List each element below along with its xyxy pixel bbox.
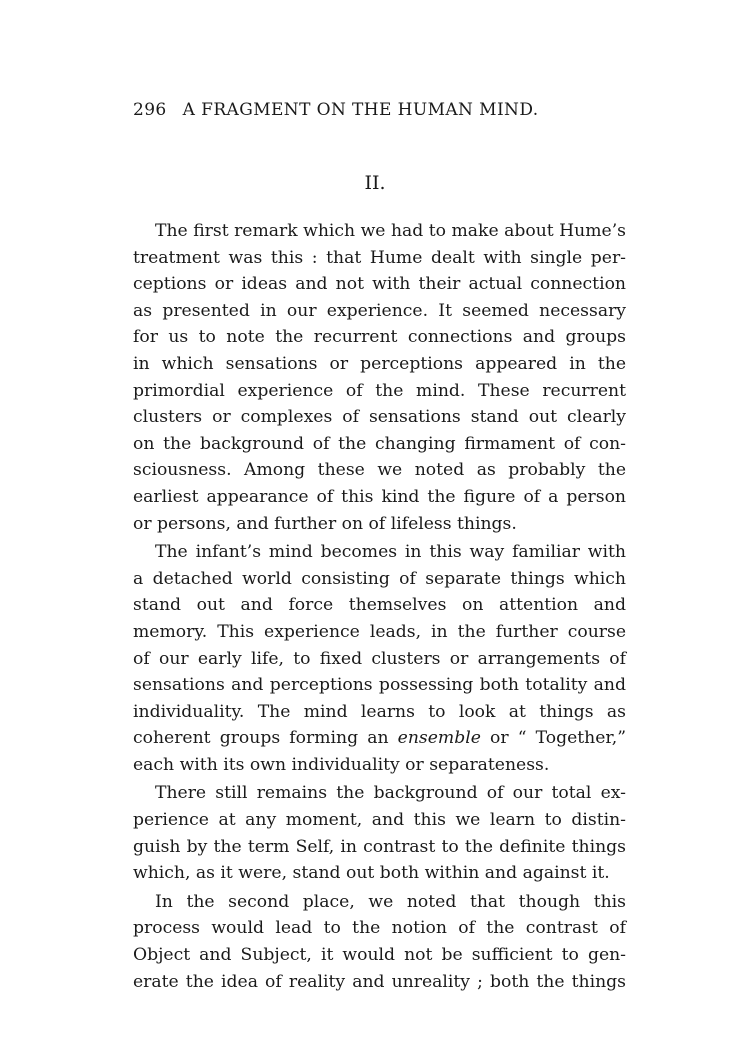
- text-line: Object and Subject, it would not be sufficient to gen-: [133, 945, 626, 966]
- paragraph: [133, 539, 626, 778]
- text-segment: coherent groups forming an: [133, 728, 398, 749]
- text-line: in which sensations or perceptions appeared in the: [133, 353, 626, 374]
- text-line: which, as it were, stand out both within and against it.: [133, 863, 610, 884]
- running-head: [133, 100, 603, 120]
- text-line: primordial experience of the mind. These recurrent: [133, 380, 626, 401]
- text-segment: or “ Together,”: [480, 728, 626, 749]
- text-line: ceptions or ideas and not with their actual connection: [133, 274, 626, 295]
- text-line: perience at any moment, and this we learn to distin-: [133, 810, 626, 831]
- text-line: for us to note the recurrent connections and groups: [133, 327, 626, 348]
- text-line: The first remark which we had to make about Hume’s: [155, 221, 626, 241]
- text-line: individuality. The mind learns to look at things as: [133, 701, 626, 722]
- page-number: 296: [133, 100, 167, 120]
- paragraph: [133, 780, 626, 886]
- body-text: [133, 218, 626, 995]
- text-line: erate the idea of reality and unreality ; both the things: [133, 971, 626, 992]
- text-line: sensations and perceptions possessing both totality and: [133, 675, 626, 696]
- italic-term: ensemble: [397, 728, 481, 749]
- text-line: The infant’s mind becomes in this way familiar with: [155, 542, 626, 563]
- section-heading: II.: [364, 172, 386, 194]
- text-line: guish by the term Self, in contrast to the definite things: [133, 836, 626, 857]
- text-line: as presented in our experience. It seemed necessary: [133, 300, 626, 321]
- text-line: a detached world consisting of separate things which: [133, 568, 626, 589]
- text-line: treatment was this : that Hume dealt with single per-: [133, 247, 626, 268]
- text-line: memory. This experience leads, in the further course: [133, 621, 626, 642]
- running-title: A FRAGMENT ON THE HUMAN MIND.: [182, 100, 539, 120]
- text-line: on the background of the changing firmament of con-: [133, 433, 626, 454]
- paragraph: [133, 889, 626, 995]
- text-line: process would lead to the notion of the contrast of: [133, 918, 626, 939]
- text-line: In the second place, we noted that though this: [155, 891, 626, 912]
- text-line-with-italic: [133, 725, 626, 752]
- paragraph: [133, 218, 626, 537]
- text-line: earliest appearance of this kind the figure of a person: [133, 486, 626, 507]
- text-line: or persons, and further on of lifeless things.: [133, 513, 517, 534]
- text-line: each with its own individuality or separateness.: [133, 754, 550, 775]
- text-line: stand out and force themselves on attention and: [133, 595, 626, 616]
- text-line: sciousness. Among these we noted as probably the: [133, 460, 626, 481]
- text-line: There still remains the background of our total ex-: [155, 783, 626, 804]
- text-line: of our early life, to fixed clusters or arrangements of: [133, 648, 626, 669]
- text-line: clusters or complexes of sensations stand out clearly: [133, 407, 626, 428]
